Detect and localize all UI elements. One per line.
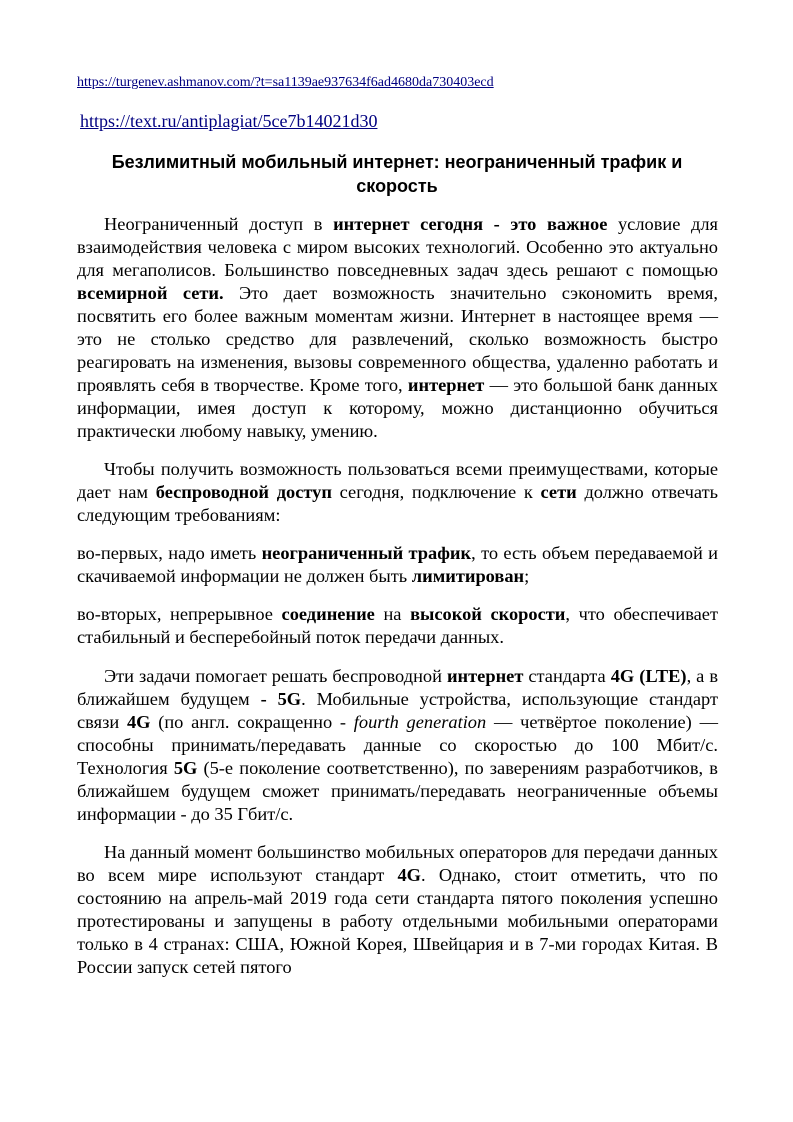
bold-text: 5G	[173, 758, 198, 778]
text-run: — четвёртое поколение) — способны принимать/передавать данные со скоростью до 100 Мбит/с. Технология	[77, 712, 718, 778]
antiplagiat-link[interactable]: https://text.ru/antiplagiat/5ce7b14021d30	[80, 111, 378, 131]
text-run: Эти задачи помогает решать беспроводной	[104, 666, 447, 686]
bold-text: 4G	[397, 865, 421, 885]
italic-text: fourth generation	[353, 712, 487, 732]
bold-text: - 5G	[260, 689, 302, 709]
bold-text: неограниченный трафик	[261, 543, 472, 563]
paragraph	[77, 841, 718, 979]
text-run: Это дает возможность значительно сэкономить время, посвятить его более важным моментам жизни. Интернет в настоящее время — это не столько средство для развлечений, сколько возможность быстро реагировать на изменения, вызовы современного общества, удаленно работать и проявлять себя в творчестве. Кроме того,	[77, 283, 718, 395]
text-run: условие для взаимодействия человека с миром высоких технологий. Особенно это актуально для мегаполисов. Большинство повседневных задач здесь решают с помощью	[77, 214, 719, 280]
text-run: стандарта	[523, 666, 611, 686]
list-item-first	[77, 542, 718, 588]
text-run: , что обеспечивает стабильный и бесперебойный поток передачи данных.	[77, 604, 718, 647]
bold-text: соединение	[281, 604, 375, 624]
text-run: (5-е поколение соответственно), по заверениям разработчиков, в ближайшем будущем сможет принимать/передавать неограниченные объемы информации - до 35 Гбит/с.	[77, 758, 718, 824]
list-item-second	[77, 603, 718, 649]
text-run: сегодня, подключение к	[331, 482, 541, 502]
bold-text: интернет	[407, 375, 485, 395]
text-run: во-вторых, непрерывное	[77, 604, 282, 624]
text-run: должно отвечать следующим требованиям:	[77, 482, 719, 525]
text-run: Чтобы получить возможность пользоваться всеми преимуществами, которые дает нам	[77, 459, 718, 502]
text-run: во-первых, надо иметь	[77, 543, 262, 563]
text-run: на	[374, 604, 411, 624]
bold-text: беспроводной доступ	[155, 482, 332, 502]
bold-text: сети	[540, 482, 577, 502]
text-run: Неограниченный доступ в	[104, 214, 334, 234]
paragraph	[77, 458, 718, 527]
text-run: , а в ближайшем будущем	[77, 666, 718, 709]
article-body	[77, 213, 718, 995]
paragraph	[77, 665, 718, 826]
text-run: ;	[524, 566, 530, 586]
text-run: На данный момент большинство мобильных операторов для передачи данных во всем мире используют стандарт	[77, 842, 718, 885]
bold-text: интернет	[446, 666, 524, 686]
turgenev-link[interactable]: https://turgenev.ashmanov.com/?t=sa1139ae937634f6ad4680da730403ecd	[77, 75, 494, 90]
bold-text: 4G (LTE)	[610, 666, 687, 686]
bold-text: интернет сегодня - это важное	[333, 214, 608, 234]
bold-text: 4G	[126, 712, 151, 732]
bold-text: лимитирован	[411, 566, 525, 586]
text-run: — это большой банк данных информации, имея доступ к которому, можно дистанционно обучиться практически любому навыку, умению.	[77, 375, 718, 441]
text-run: . Однако, стоит отметить, что по состоянию на апрель-май 2019 года сети стандарта пятого поколения успешно протестированы и запущены в работу отдельными мобильными операторами только в 4 странах: США, Южной Корея, Швейцария и в 7-ми городах Китая. В России запуск сетей пятого	[77, 865, 718, 977]
text-run: . Мобильные устройства, использующие стандарт связи	[77, 689, 718, 732]
paragraph	[77, 213, 718, 443]
bold-text: высокой скорости	[410, 604, 566, 624]
text-run: (по англ. сокращенно -	[150, 712, 354, 732]
text-run: , то есть объем передаваемой и скачиваемой информации не должен быть	[77, 543, 718, 586]
article-title: Безлимитный мобильный интернет: неограниченный трафик и скорость	[111, 152, 683, 196]
bold-text: всемирной сети.	[77, 283, 224, 303]
